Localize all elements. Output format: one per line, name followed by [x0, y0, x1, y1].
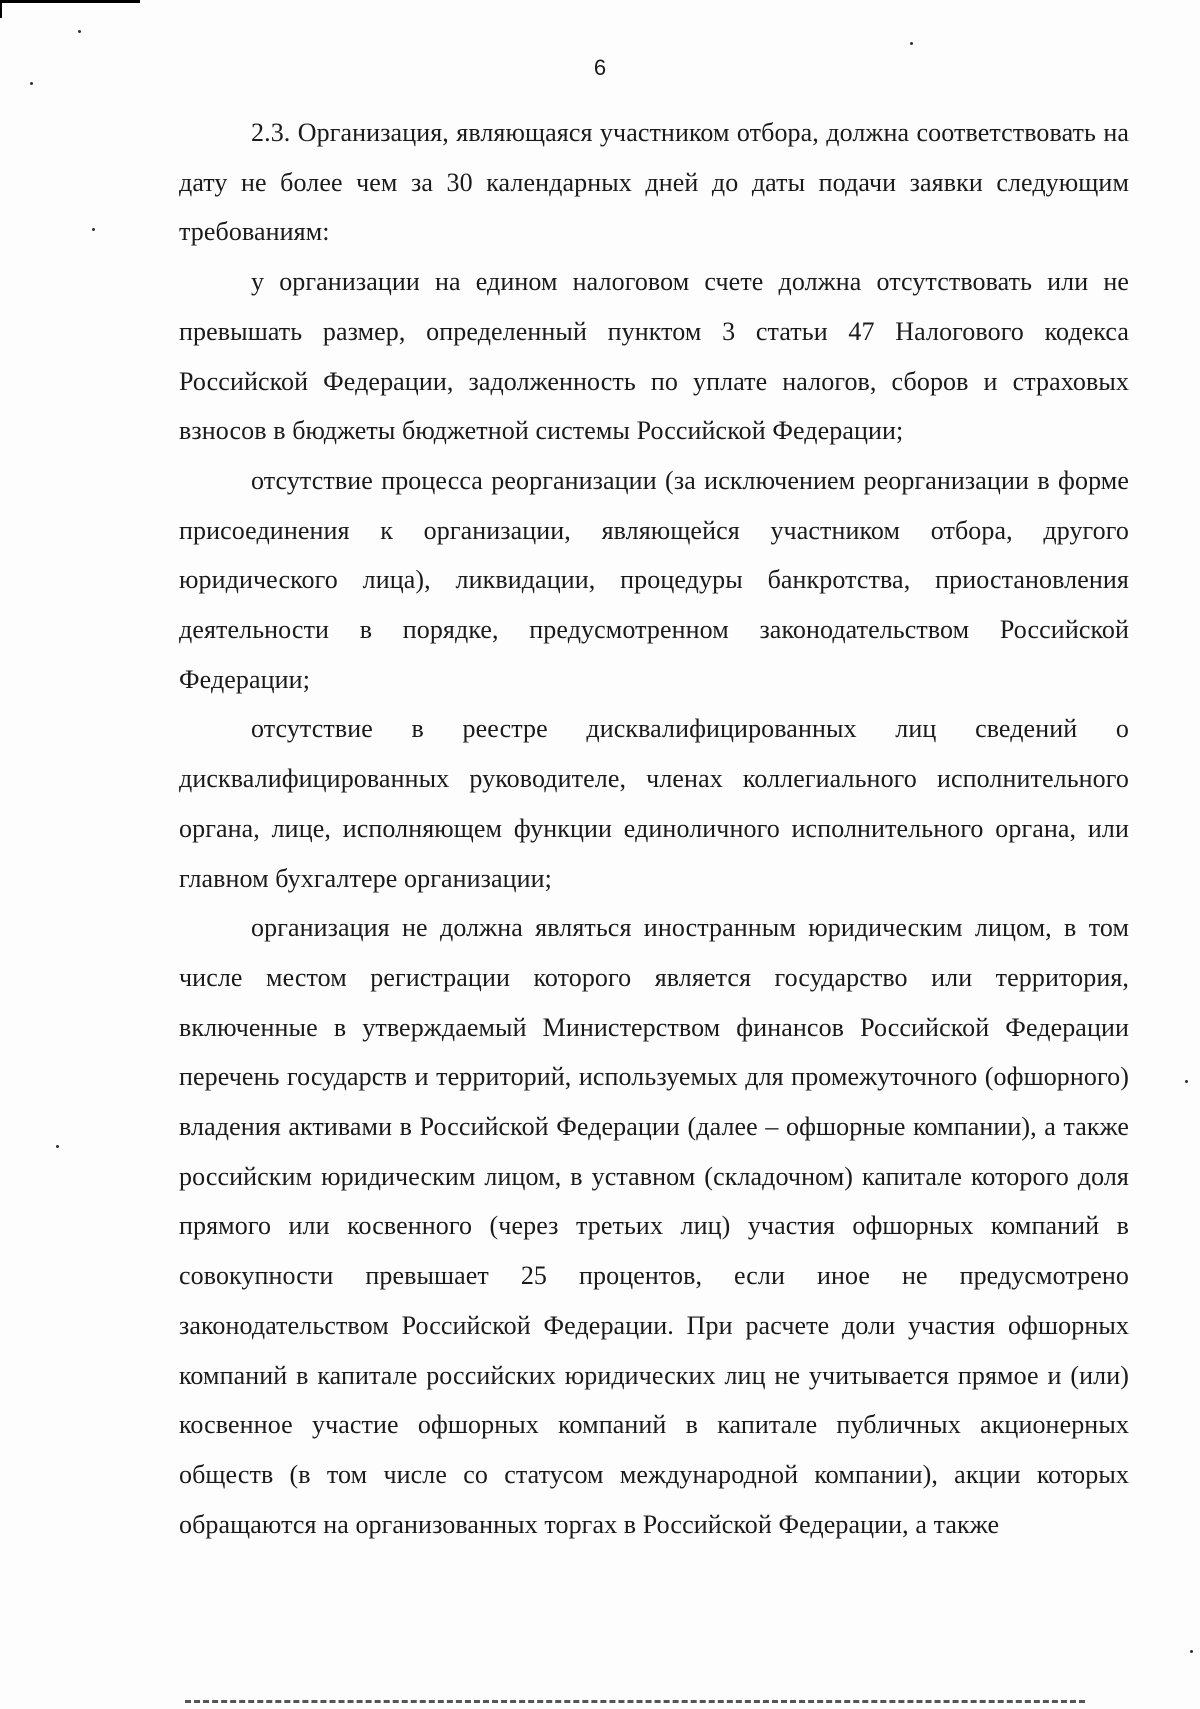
scan-speck [1190, 1650, 1193, 1653]
scan-speck [56, 1145, 59, 1148]
page-number: 6 [593, 55, 607, 80]
paragraph-tax-debt: у организации на едином налоговом счете должна отсутствовать или не превышать размер, определенный пунктом 3 статьи 47 Налогового кодекса Российской Федерации, задолженность по уплате налогов, сборов и страховых взносов в бюджеты бюджетной системы Российской Федерации; [179, 267, 1129, 446]
paragraph-disqualified-persons: отсутствие в реестре дисквалифицированных лиц сведений о дисквалифицированных руководителе, членах коллегиального исполнительного органа, лице, исполняющем функции единоличного исполнительного органа, или главном бухгалтере организации; [179, 714, 1129, 893]
paragraph-requirements-intro: 2.3. Организация, являющаяся участником отбора, должна соответствовать на дату не более чем за 30 календарных дней до даты подачи заявки следующим требованиям: [179, 118, 1129, 247]
scan-speck [30, 82, 33, 85]
scan-artifact-top [0, 0, 140, 3]
scan-speck [910, 42, 913, 45]
scan-artifact-bottom [185, 1700, 1085, 1703]
scan-speck [92, 228, 95, 231]
scan-artifact-left [0, 0, 2, 18]
paragraph-reorganization: отсутствие процесса реорганизации (за исключением реорганизации в форме присоединения к организации, являющейся участником отбора, другого юридического лица), ликвидации, процедуры банкротства, приостановления деятельности в порядке, предусмотренном законодательством Российской Федерации; [179, 465, 1129, 694]
scan-speck [78, 30, 81, 33]
scan-speck [1185, 1080, 1188, 1083]
paragraph-offshore-companies: организация не должна являться иностранным юридическим лицом, в том числе местом регистрации которого является государство или территория, включенные в утверждаемый Министерством финансов Российской Федерации перечень государств и территорий, используемых для промежуточного (офшорного) владения активами в Российской Федерации (далее – офшорные компании), а также российским юридическим лицом, в уставном (складочном) капитале которого доля прямого или косвенного (через третьих лиц) участия офшорных компаний в совокупности превышает 25 процентов, если иное не предусмотрено законодательством Российской Федерации. При расчете доли участия офшорных компаний в капитале российских юридических лиц не учитывается прямое и (или) косвенное участие офшорных компаний в капитале публичных акционерных обществ (в том числе со статусом международной компании), акции которых обращаются на организованных торгах в Российской Федерации, а также [179, 913, 1129, 1539]
document-body [179, 108, 1129, 1549]
